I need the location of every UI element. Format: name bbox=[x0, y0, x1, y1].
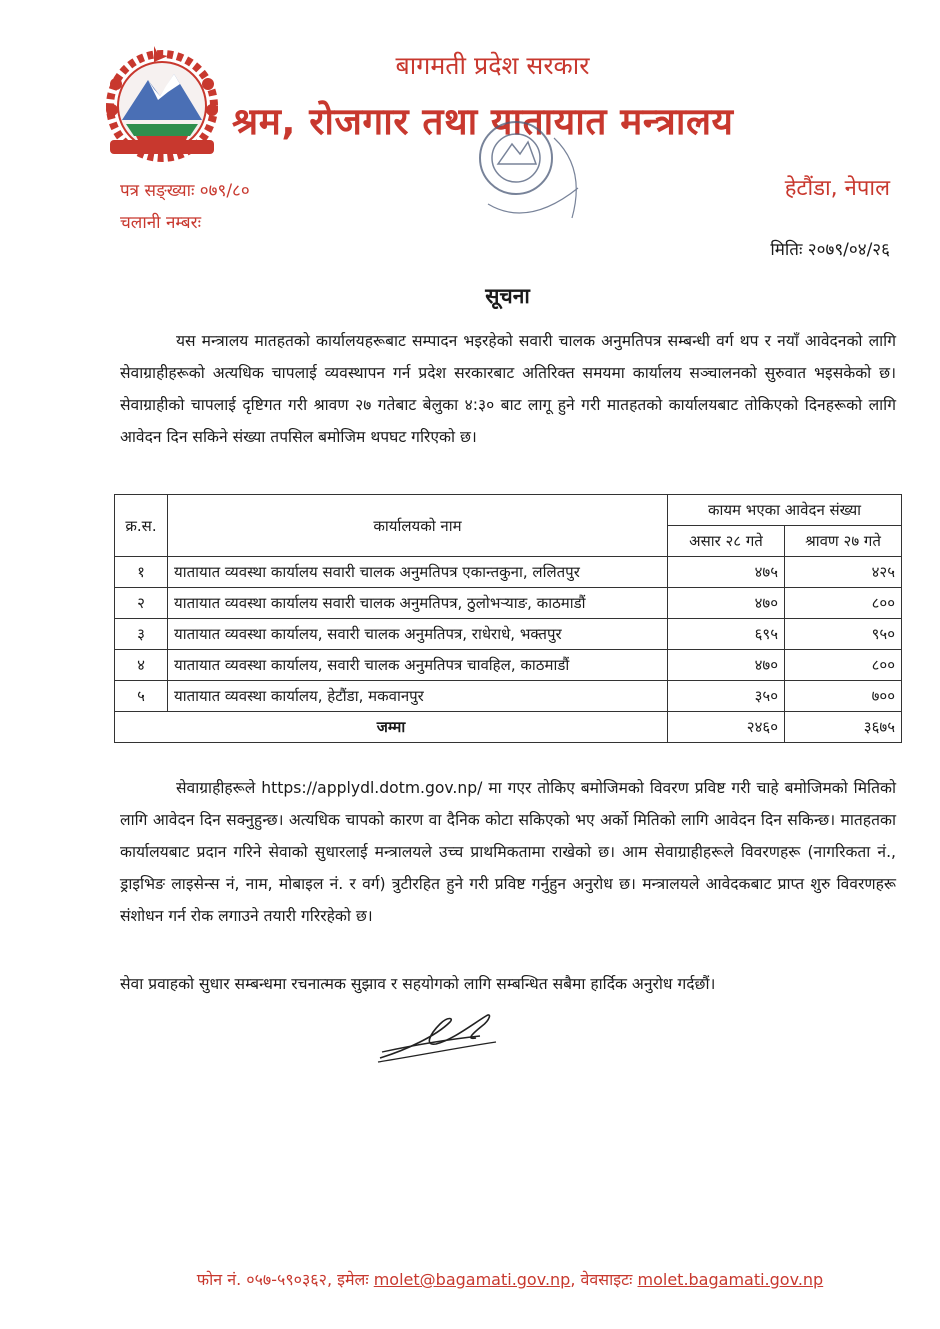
row-serial-number: २ bbox=[115, 588, 168, 619]
row-asar-count: ६९५ bbox=[668, 619, 785, 650]
government-name: बागमती प्रदेश सरकार bbox=[395, 51, 590, 80]
footer-website-link[interactable]: molet.bagamati.gov.np bbox=[637, 1270, 824, 1289]
header-asar-28: असार २८ गते bbox=[668, 526, 785, 557]
notice-heading: सूचना bbox=[485, 284, 530, 308]
total-shrawan-count: ३६७५ bbox=[785, 712, 902, 743]
table-row bbox=[115, 557, 902, 588]
table-row bbox=[115, 681, 902, 712]
table-row bbox=[115, 619, 902, 650]
letter-reference-number: पत्र सङ्ख्याः ०७९/८० bbox=[120, 181, 250, 201]
row-serial-number: ४ bbox=[115, 650, 168, 681]
table-row bbox=[115, 588, 902, 619]
row-office-name: यातायात व्यवस्था कार्यालय, सवारी चालक अनुमतिपत्र, राधेराधे, भक्तपुर bbox=[168, 619, 668, 650]
header-office-name: कार्यालयको नाम bbox=[168, 495, 668, 557]
notice-paragraph-3: सेवा प्रवाहको सुधार सम्बन्धमा रचनात्मक सुझाव र सहयोगको लागि सम्बन्धित सबैमा हार्दिक अनुरोध गर्दछौं। bbox=[120, 975, 716, 993]
application-quota-table bbox=[114, 494, 902, 743]
header-serial-number: क्र.स. bbox=[115, 495, 168, 557]
row-shrawan-count: ८०० bbox=[785, 650, 902, 681]
row-shrawan-count: ४२५ bbox=[785, 557, 902, 588]
notice-paragraph-1: यस मन्त्रालय मातहतको कार्यालयहरूबाट सम्पादन भइरहेको सवारी चालक अनुमतिपत्र सम्बन्धी वर्ग थप र नयाँ आवेदनको लागि सेवाग्राहीहरूको अत्यधिक चापलाई व्यवस्थापन गर्न प्रदेश सरकारबाट अतिरिक्त समयमा कार्यालय सञ्चालनको सुरुवात भइसकेको छ। सेवाग्राहीको चापलाई दृष्टिगत गरी श्रावण २७ गतेबाट बेलुका ४:३० बाट लागू हुने गरी मातहतको कार्यालयबाट तोकिएको दिनहरूको लागि आवेदन दिन सकिने संख्या तपसिल बमोजिम थपघट गरिएको छ। bbox=[120, 332, 896, 446]
row-asar-count: ४७० bbox=[668, 650, 785, 681]
row-asar-count: ३५० bbox=[668, 681, 785, 712]
footer-phone-email-label: फोन नं. ०५७-५९०३६२, इमेलः bbox=[196, 1270, 369, 1289]
notice-paragraph-2: सेवाग्राहीहरूले https://applydl.dotm.gov.np/ मा गएर तोकिए बमोजिमको विवरण प्रविष्ट गरी चाहे बमोजिमको मितिको लागि आवेदन दिन सक्नुहुन्छ। अत्यधिक चापको कारण वा दैनिक कोटा सकिएको भए अर्को मितिको लागि आवेदन दिन सकिन्छ। मातहतका कार्यालयबाट प्रदान गरिने सेवाको सुधारलाई मन्त्रालयले उच्च प्राथमिकतामा राखेको छ। आम सेवाग्राहीहरूले विवरणहरू (नागरिकता नं., ड्राइभिङ लाइसेन्स नं, नाम, मोबाइल नं. र वर्ग) त्रुटीरहित हुने गरी प्रविष्ट गर्नुहुन अनुरोध छ। मन्त्रालयले आवेदकबाट प्राप्त शुरु विवरणहरू संशोधन गर्न रोक लगाउने तयारी गरिरहेको छ। bbox=[120, 779, 896, 925]
table-total-row bbox=[115, 712, 902, 743]
ministry-name: श्रम, रोजगार तथा यातायात मन्त्रालय bbox=[232, 100, 734, 143]
letter-date: मितिः २०७९/०४/२६ bbox=[770, 240, 890, 260]
header-shrawan-27: श्रावण २७ गते bbox=[785, 526, 902, 557]
row-serial-number: ३ bbox=[115, 619, 168, 650]
row-shrawan-count: ७०० bbox=[785, 681, 902, 712]
total-asar-count: २४६० bbox=[668, 712, 785, 743]
dispatch-number: चलानी नम्बरः bbox=[120, 213, 202, 233]
row-office-name: यातायात व्यवस्था कार्यालय, हेटौंडा, मकवानपुर bbox=[168, 681, 668, 712]
office-location: हेटौंडा, नेपाल bbox=[784, 176, 890, 201]
row-asar-count: ४७० bbox=[668, 588, 785, 619]
row-shrawan-count: ९५० bbox=[785, 619, 902, 650]
office-stamp bbox=[468, 108, 596, 236]
signature bbox=[376, 1006, 500, 1066]
footer-website-label: , वेवसाइटः bbox=[570, 1270, 633, 1289]
row-office-name: यातायात व्यवस्था कार्यालय, सवारी चालक अनुमतिपत्र चावहिल, काठमाडौं bbox=[168, 650, 668, 681]
row-asar-count: ४७५ bbox=[668, 557, 785, 588]
table-header-row bbox=[115, 495, 902, 526]
footer-email-link[interactable]: molet@bagamati.gov.np bbox=[373, 1270, 571, 1289]
row-serial-number: ५ bbox=[115, 681, 168, 712]
row-office-name: यातायात व्यवस्था कार्यालय सवारी चालक अनुमतिपत्र, ठुलोभऱ्याङ, काठमाडौं bbox=[168, 588, 668, 619]
header-application-count-group: कायम भएका आवेदन संख्या bbox=[668, 495, 902, 526]
table-row bbox=[115, 650, 902, 681]
row-serial-number: १ bbox=[115, 557, 168, 588]
footer-contact bbox=[0, 1268, 940, 1290]
total-label: जम्मा bbox=[115, 712, 668, 743]
row-office-name: यातायात व्यवस्था कार्यालय सवारी चालक अनुमतिपत्र एकान्तकुना, ललितपुर bbox=[168, 557, 668, 588]
row-shrawan-count: ८०० bbox=[785, 588, 902, 619]
